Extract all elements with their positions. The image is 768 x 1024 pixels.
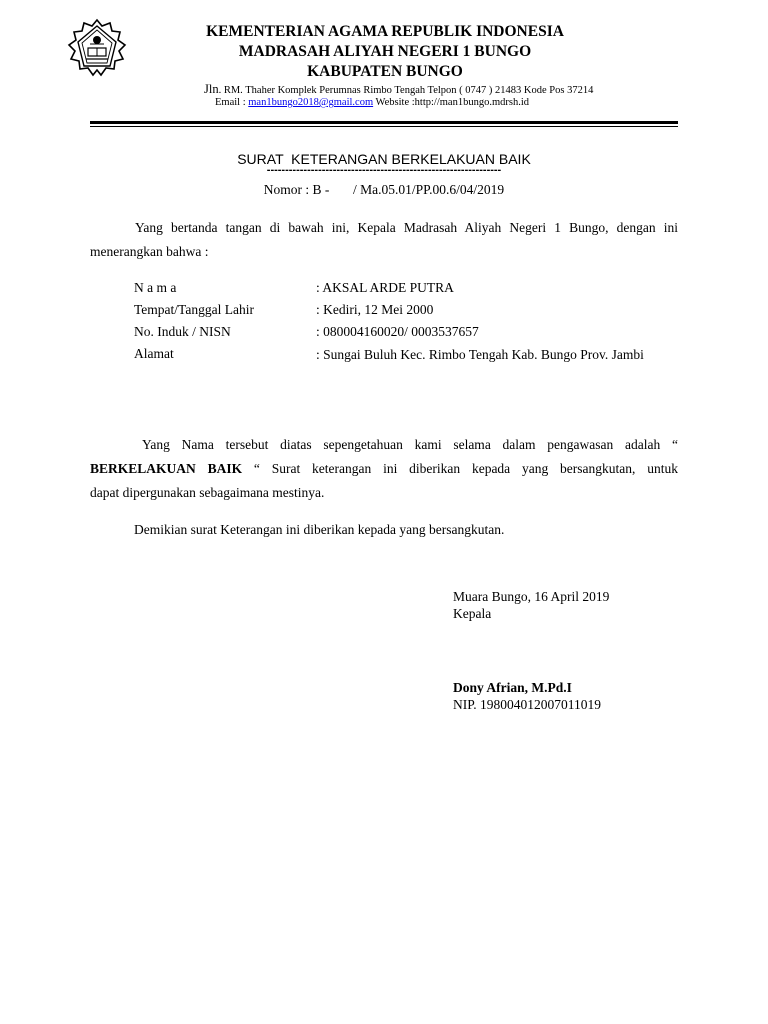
- title-underline-dashes: ----------------------------------------------------------------: [266, 164, 502, 176]
- address-text: . RM. Thaher Komplek Perumnas Rimbo Tengah Telpon ( 0747 ) 21483 Kode Pos 37214: [218, 85, 594, 96]
- field-row-birth: [134, 299, 678, 321]
- email-link[interactable]: man1bungo2018@gmail.com: [248, 97, 374, 108]
- ministry-name: KEMENTERIAN AGAMA REPUBLIK INDONESIA: [206, 23, 564, 40]
- signer-name: Dony Afrian, M.Pd.I: [453, 680, 572, 695]
- signer-nip: NIP. 198004012007011019: [453, 697, 602, 712]
- address-prefix: Jln: [204, 82, 219, 96]
- letter-number: Nomor : B - / Ma.05.01/PP.00.6/04/2019: [263, 182, 505, 197]
- header-rule-thick: [90, 121, 678, 124]
- letterhead: [150, 22, 620, 82]
- statement-line-3: dapat dipergunakan sebagaimana mestinya.: [90, 485, 325, 500]
- intro-line-2: menerangkan bahwa :: [90, 244, 209, 259]
- statement-bold: BERKELAKUAN BAIK: [90, 461, 243, 476]
- website-text: Website :http://man1bungo.mdrsh.id: [373, 97, 529, 108]
- field-row-name: [134, 277, 678, 299]
- field-value: : AKSAL ARDE PUTRA: [316, 280, 454, 295]
- signer-position: Kepala: [453, 606, 492, 621]
- statement-line-1: Yang Nama tersebut diatas sepengetahuan kami selama dalam pengawasan adalah “: [142, 437, 678, 452]
- signature-block: [453, 588, 609, 713]
- place-date: Muara Bungo, 16 April 2019: [453, 589, 610, 604]
- letter-title: SURAT KETERANGAN BERKELAKUAN BAIK: [237, 151, 531, 167]
- contact-line: [215, 97, 529, 109]
- field-row-nisn: [134, 321, 678, 343]
- statement-line-2-rest: “ Surat keterangan ini diberikan kepada yang bersangkutan, untuk: [242, 461, 678, 476]
- field-row-address: [134, 343, 678, 366]
- field-label: Tempat/Tanggal Lahir: [134, 302, 254, 317]
- intro-paragraph: [90, 216, 678, 264]
- statement-line-2: [90, 457, 678, 481]
- closing-paragraph: Demikian surat Keterangan ini diberikan kepada yang bersangkutan.: [134, 522, 505, 537]
- field-value: : 080004160020/ 0003537657: [316, 324, 479, 339]
- student-data: [134, 277, 678, 366]
- field-label: N a m a: [134, 280, 177, 295]
- field-value: : Kediri, 12 Mei 2000: [316, 302, 434, 317]
- field-value: : Sungai Buluh Kec. Rimbo Tengah Kab. Bungo Prov. Jambi: [316, 347, 644, 362]
- school-address: [204, 83, 593, 97]
- regency-name: KABUPATEN BUNGO: [307, 63, 463, 80]
- email-label: Email :: [215, 97, 249, 108]
- field-label: No. Induk / NISN: [134, 324, 231, 339]
- intro-line-1: Yang bertanda tangan di bawah ini, Kepala Madrasah Aliyah Negeri 1 Bungo, dengan ini: [135, 220, 678, 235]
- school-name: MADRASAH ALIYAH NEGERI 1 BUNGO: [238, 43, 532, 60]
- statement-paragraph: [90, 433, 678, 505]
- kementerian-agama-emblem-icon: [66, 18, 128, 78]
- header-rule-thin: [90, 126, 678, 127]
- field-label: Alamat: [134, 346, 174, 361]
